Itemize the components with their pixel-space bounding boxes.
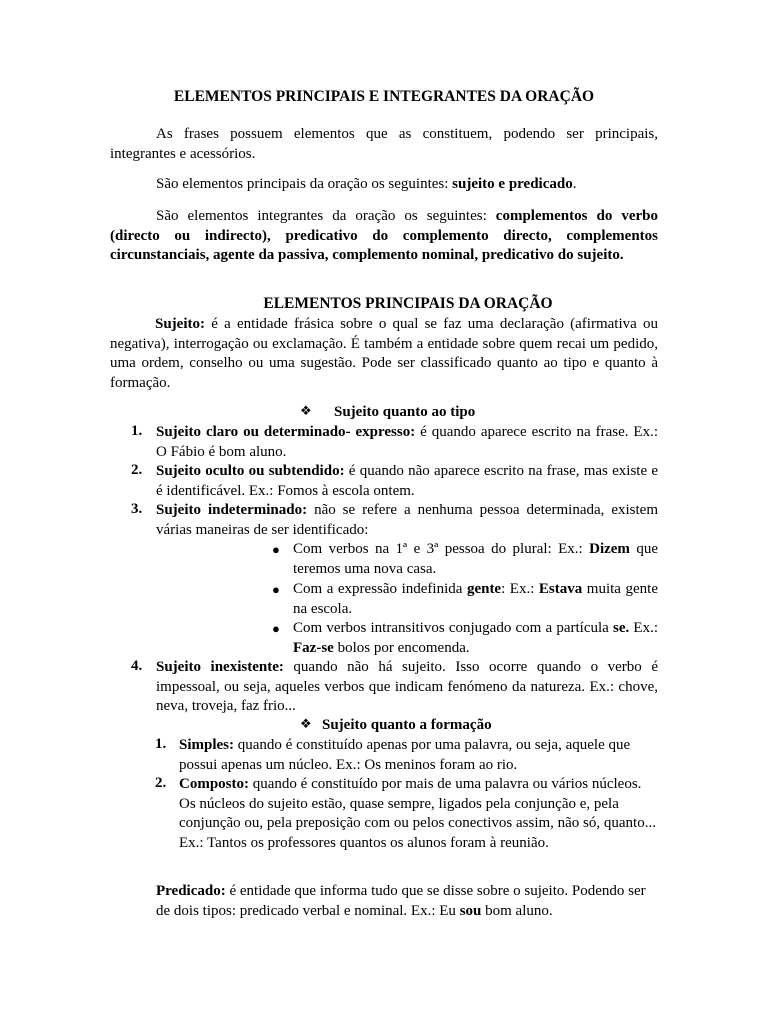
predicado-label: Predicado: [156, 883, 226, 899]
principal-elements-paragraph [156, 175, 658, 195]
predicado-end: bom aluno. [481, 902, 553, 919]
integrant-bold: complementos do verbo (directo ou indirecto), predicativo do complemento directo, complementos circunstanciais, agente da passiva, complemento nominal, predicativo do sujeito. [110, 208, 659, 263]
predicado-paragraph [156, 882, 658, 921]
list-number: 2. [155, 775, 167, 791]
item-text: quando é constituído apenas por uma palavra, ou seja, aquele que possui apenas um núcleo. Ex.: Os meninos foram ao rio. [179, 737, 631, 773]
sujeito-paragraph [110, 315, 658, 393]
diamond-bullet-icon: ❖ [300, 403, 312, 418]
sub-bullet-item [293, 619, 658, 658]
item-label: Sujeito indeterminado: [156, 502, 308, 518]
sub-bullet-item [293, 580, 658, 619]
integrant-text: São elementos integrantes da oração os seguintes: [156, 208, 496, 224]
item-label: Composto: [179, 776, 249, 792]
list-number: 2. [131, 462, 143, 478]
section-heading: ELEMENTOS PRINCIPAIS DA ORAÇÃO [263, 295, 553, 312]
predicado-text: é entidade que informa tudo que se disse sobre o sujeito. Podendo ser de dois tipos: predicado verbal e nominal. Ex.: Eu [156, 883, 646, 919]
sujeito-text: é a entidade frásica sobre o qual se faz uma declaração (afirmativa ou negativa), interrogação ou exclamação. É também a entidade sobre quem recai um pedido, uma ordem, conselho ou uma sugestão. Pode ser classificado quanto ao tipo e quanto à formação. [110, 316, 658, 391]
list-number: 1. [155, 736, 167, 752]
subheading-formacao: Sujeito quanto a formação [322, 717, 492, 733]
list-number: 1. [131, 423, 143, 439]
list-item [156, 658, 658, 717]
principal-text: São elementos principais da oração os seguintes: [156, 176, 453, 192]
predicado-bold: sou [459, 902, 482, 919]
item-text: é quando aparece escrito na frase. Ex.: O Fábio é bom aluno. [156, 424, 659, 460]
list-item [156, 423, 658, 462]
item-label: Sujeito inexistente: [156, 659, 284, 675]
item-text: é quando não aparece escrito na frase, mas existe e é identificável. Ex.: Fomos à escola ontem. [156, 463, 658, 499]
list-number: 3. [131, 501, 143, 517]
bullet-text: que teremos uma nova casa. [293, 541, 658, 577]
list-number: 4. [131, 658, 143, 674]
bullet-text: : Ex.: [501, 581, 539, 597]
subheading-tipo: Sujeito quanto ao tipo [334, 404, 476, 420]
bullet-icon: ● [272, 582, 280, 597]
list-item [179, 775, 658, 853]
sub-bullet-item [293, 540, 658, 579]
item-label: Sujeito oculto ou subtendido: [156, 463, 345, 479]
bullet-bold: Faz-se [293, 639, 334, 656]
bullet-icon: ● [272, 621, 280, 636]
bullet-bold: Dizem [589, 541, 630, 557]
item-text: quando é constituído por mais de uma palavra ou vários núcleos. Os núcleos do sujeito estão, quase sempre, ligados pela conjunção e, pela conjunção ou, pela preposição com ou pelos conectivos assim, não só, quanto... Ex.: Tantos os professores quantos os alunos foram à reunião. [179, 776, 656, 851]
bullet-bold: Estava [538, 581, 583, 597]
integrant-elements-paragraph [110, 207, 658, 266]
sujeito-label: Sujeito: [155, 316, 205, 332]
bullet-text: Ex.: [629, 620, 658, 636]
diamond-bullet-icon: ❖ [300, 716, 312, 731]
bullet-bold: se. [612, 620, 630, 636]
bullet-text: Com verbos na 1ª e 3ª pessoa do plural: Ex.: [293, 541, 590, 557]
bullet-text: Com a expressão indefinida [293, 581, 467, 597]
bullet-text: bolos por encomenda. [333, 639, 470, 656]
item-label: Simples: [179, 737, 235, 753]
item-text: não se refere a nenhuma pessoa determinada, existem várias maneiras de ser identificado: [156, 502, 658, 538]
principal-end: . [572, 176, 577, 192]
bullet-bold: gente [466, 581, 502, 597]
item-label: Sujeito claro ou determinado- expresso: [156, 424, 416, 440]
document-title: ELEMENTOS PRINCIPAIS E INTEGRANTES DA ORAÇÃO [173, 88, 595, 105]
intro-paragraph: As frases possuem elementos que as constituem, podendo ser principais, integrantes e acessórios. [110, 126, 658, 162]
item-text: quando não há sujeito. Isso ocorre quando o verbo é impessoal, ou seja, aqueles verbos que indicam fenómeno da natureza. Ex.: chove, neva, troveja, faz frio... [156, 659, 658, 714]
bullet-text: Com verbos intransitivos conjugado com a partícula [293, 620, 613, 636]
bullet-text: muita gente na escola. [293, 581, 658, 617]
bullet-icon: ● [272, 542, 280, 557]
list-item [156, 462, 658, 501]
list-item [156, 501, 658, 540]
list-item [179, 736, 658, 775]
principal-bold: sujeito e predicado [452, 176, 573, 192]
